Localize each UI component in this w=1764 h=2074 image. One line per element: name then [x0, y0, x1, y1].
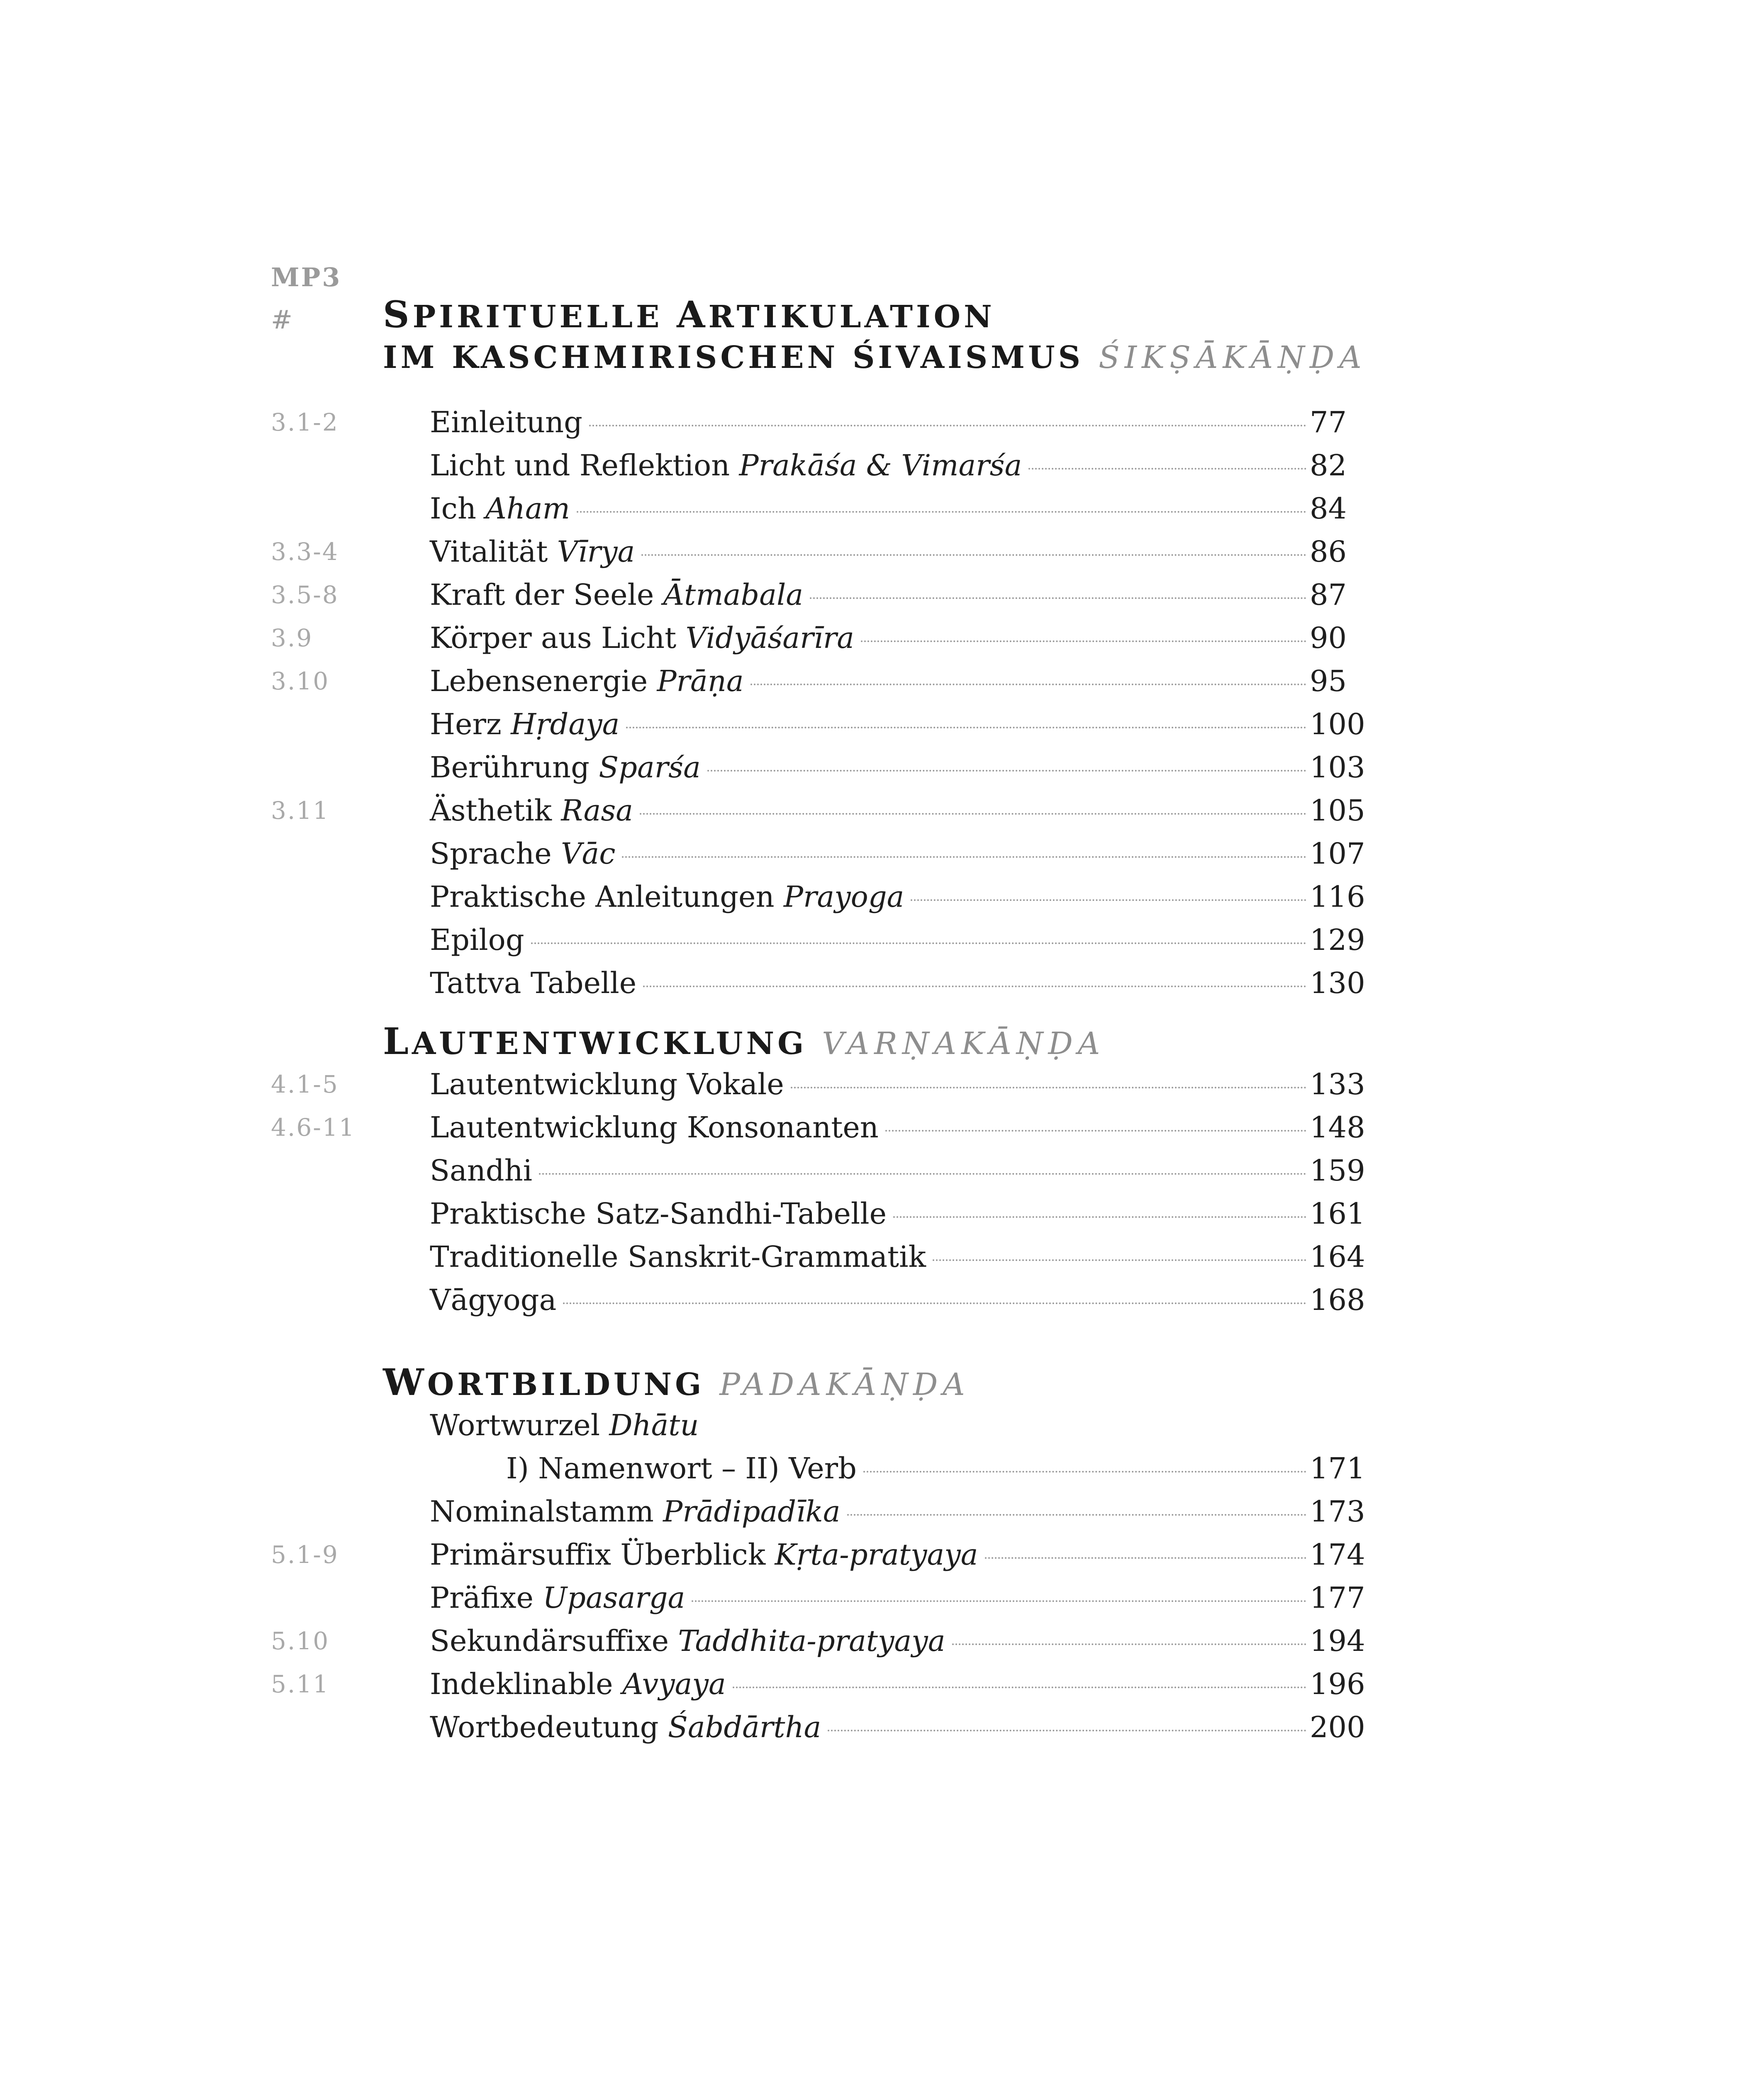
toc-entry-sanskrit: Hṛdaya — [511, 707, 620, 741]
mp3-track-number: 4.6-11 — [271, 1113, 356, 1142]
toc-row[interactable] — [0, 1149, 1764, 1192]
toc-entry-label[interactable]: Körper aus Licht Vidyāśarīra — [430, 621, 855, 655]
toc-row[interactable] — [0, 1533, 1764, 1576]
dot-leader — [531, 942, 1306, 944]
toc-entry-sanskrit: Prādipadīka — [663, 1495, 841, 1529]
toc-page-number[interactable]: 171 — [1310, 1451, 1365, 1485]
toc-entry-label[interactable]: Vitalität Vīrya — [430, 535, 635, 569]
toc-entry-sanskrit: Prayoga — [783, 880, 904, 914]
toc-entry-sanskrit: Vīrya — [557, 535, 635, 569]
toc-entry-label[interactable]: Präfixe Upasarga — [430, 1581, 685, 1615]
dot-leader — [750, 684, 1306, 685]
toc-entry-label[interactable]: Indeklinable Avyaya — [430, 1667, 726, 1701]
section-subtitle-lautentwicklung: VARṆAKĀṆḌA — [822, 1026, 1105, 1061]
toc-page-number[interactable]: 164 — [1310, 1240, 1365, 1274]
mp3-track-number: 4.1-5 — [271, 1070, 339, 1098]
dot-leader — [847, 1514, 1306, 1516]
toc-entry-label[interactable]: Licht und Reflektion Prakāśa & Vimarśa — [430, 448, 1022, 482]
toc-page-number[interactable]: 129 — [1310, 923, 1365, 957]
toc-row[interactable] — [0, 616, 1764, 660]
toc-page-number[interactable]: 116 — [1310, 880, 1365, 914]
toc-row[interactable] — [0, 789, 1764, 832]
toc-entry-label[interactable]: Epilog — [430, 923, 524, 957]
toc-entry-sanskrit: Ātmabala — [663, 578, 804, 612]
dot-leader — [985, 1557, 1306, 1559]
toc-page-number[interactable]: 130 — [1310, 966, 1365, 1000]
toc-page-number[interactable]: 161 — [1310, 1197, 1365, 1231]
toc-page-number[interactable]: 100 — [1310, 707, 1365, 741]
toc-row[interactable] — [0, 1619, 1764, 1663]
toc-row[interactable] — [0, 1706, 1764, 1749]
toc-entry-label[interactable]: Tattva Tabelle — [430, 966, 637, 1000]
toc-entry-label[interactable]: Herz Hṛdaya — [430, 707, 620, 741]
toc-entry-label[interactable]: Wortbedeutung Śabdārtha — [430, 1710, 821, 1744]
toc-row[interactable] — [0, 1063, 1764, 1106]
dot-leader — [626, 727, 1306, 728]
toc-row[interactable] — [0, 1235, 1764, 1278]
toc-row[interactable] — [0, 444, 1764, 487]
dot-leader — [952, 1643, 1306, 1645]
toc-page-number[interactable]: 177 — [1310, 1581, 1365, 1615]
toc-entry-sanskrit: Śabdārtha — [668, 1710, 821, 1744]
toc-entry-label[interactable]: Lebensenergie Prāṇa — [430, 664, 744, 698]
toc-entry-label[interactable]: Einleitung — [430, 405, 582, 439]
toc-page-number[interactable]: 105 — [1310, 794, 1365, 828]
toc-entry-sanskrit: Rasa — [561, 794, 633, 828]
dot-leader — [810, 597, 1306, 599]
toc-row[interactable] — [0, 660, 1764, 703]
toc-row[interactable] — [0, 1192, 1764, 1235]
toc-entry-sanskrit: Kṛta-pratyaya — [775, 1538, 978, 1572]
toc-row[interactable] — [0, 962, 1764, 1005]
toc-entry-sanskrit: Vāc — [560, 837, 616, 871]
toc-row[interactable] — [0, 1278, 1764, 1322]
dot-leader — [707, 770, 1306, 772]
toc-entry-label[interactable]: Vāgyoga — [430, 1283, 557, 1317]
toc-row[interactable] — [0, 573, 1764, 616]
dot-leader — [893, 1216, 1306, 1218]
toc-entry-sanskrit: Sparśa — [599, 750, 701, 784]
dot-leader — [563, 1302, 1306, 1304]
toc-page-number[interactable]: 148 — [1310, 1110, 1365, 1144]
dot-leader — [828, 1730, 1306, 1731]
toc-entry-label[interactable]: Primärsuffix Überblick Kṛta-pratyaya — [430, 1538, 978, 1572]
toc-row[interactable] — [0, 1576, 1764, 1619]
section-title-line2-spirituelle: IM KASCHMIRISCHEN ŚIVAISMUS ŚIKṢĀKĀṆḌA — [383, 340, 1367, 375]
mp3-track-number: 5.10 — [271, 1627, 330, 1655]
hash-column-header: # — [271, 304, 294, 335]
toc-entry-sanskrit: Dhātu — [609, 1408, 699, 1442]
dot-leader — [863, 1471, 1306, 1473]
toc-page-number[interactable]: 82 — [1310, 448, 1347, 482]
toc-entry-label[interactable]: Sekundärsuffixe Taddhita-pratyaya — [430, 1624, 945, 1658]
dot-leader — [641, 554, 1306, 556]
toc-entry-label[interactable]: Sandhi — [430, 1154, 533, 1188]
dot-leader — [733, 1687, 1306, 1688]
toc-entry-label[interactable]: Nominalstamm Prādipadīka — [430, 1495, 841, 1529]
toc-page-number[interactable]: 87 — [1310, 578, 1347, 612]
dot-leader — [589, 425, 1306, 426]
mp3-column-header: MP3 — [271, 262, 342, 292]
toc-entry-label[interactable]: I) Namenwort – II) Verb — [506, 1451, 857, 1485]
toc-page-number[interactable]: 174 — [1310, 1538, 1365, 1572]
toc-entry-sanskrit: Prāṇa — [657, 664, 744, 698]
dot-leader — [539, 1173, 1306, 1175]
toc-entry-label[interactable]: Sprache Vāc — [430, 837, 616, 871]
toc-row[interactable] — [0, 530, 1764, 573]
toc-entry-sanskrit: Prakāśa & Vimarśa — [739, 448, 1022, 482]
toc-page-number[interactable]: 196 — [1310, 1667, 1365, 1701]
toc-entry-sanskrit: Aham — [485, 492, 570, 526]
toc-page-number[interactable]: 133 — [1310, 1067, 1365, 1101]
mp3-track-number: 3.10 — [271, 667, 330, 695]
mp3-track-number: 3.1-2 — [271, 408, 339, 436]
toc-row[interactable] — [0, 875, 1764, 918]
toc-entry-sanskrit: Taddhita-pratyaya — [678, 1624, 945, 1658]
toc-page-number[interactable]: 90 — [1310, 621, 1347, 655]
toc-page-number[interactable]: 194 — [1310, 1624, 1365, 1658]
toc-row[interactable] — [0, 1490, 1764, 1533]
toc-page-number[interactable]: 107 — [1310, 837, 1365, 871]
toc-entry-sanskrit: Upasarga — [543, 1581, 685, 1615]
mp3-track-number: 5.1-9 — [271, 1541, 339, 1569]
dot-leader — [791, 1087, 1306, 1088]
toc-entry-label[interactable]: Traditionelle Sanskrit-Grammatik — [430, 1240, 926, 1274]
toc-page-number[interactable]: 173 — [1310, 1495, 1365, 1529]
toc-entry-label[interactable]: Lautentwicklung Vokale — [430, 1067, 784, 1101]
mp3-track-number: 3.5-8 — [271, 581, 339, 609]
toc-row[interactable] — [0, 487, 1764, 530]
toc-row[interactable] — [0, 1106, 1764, 1149]
toc-page-number[interactable]: 86 — [1310, 535, 1347, 569]
section-title-spirituelle: SPIRITUELLE ARTIKULATION — [383, 293, 995, 336]
toc-page-number[interactable]: 168 — [1310, 1283, 1365, 1317]
toc-page-number[interactable]: 159 — [1310, 1154, 1365, 1188]
dot-leader — [1028, 468, 1306, 470]
dot-leader — [885, 1130, 1306, 1132]
toc-page-number[interactable]: 103 — [1310, 750, 1365, 784]
toc-entry-sanskrit: Avyaya — [622, 1667, 726, 1701]
toc-entry-label[interactable]: Berührung Sparśa — [430, 750, 701, 784]
toc-row[interactable] — [0, 746, 1764, 789]
toc-entry-label[interactable]: Praktische Satz-Sandhi-Tabelle — [430, 1197, 887, 1231]
toc-entry-label[interactable]: Wortwurzel Dhātu — [430, 1408, 699, 1442]
toc-entry-label[interactable]: Ich Aham — [430, 492, 570, 526]
toc-entry-label[interactable]: Praktische Anleitungen Prayoga — [430, 880, 904, 914]
section-title-lautentwicklung: LAUTENTWICKLUNG VARṆAKĀṆḌA — [383, 1020, 1105, 1063]
toc-entry-sanskrit: Vidyāśarīra — [685, 621, 855, 655]
toc-page-number[interactable]: 200 — [1310, 1710, 1365, 1744]
toc-row[interactable] — [0, 832, 1764, 875]
toc-page-number[interactable]: 77 — [1310, 405, 1347, 439]
section-title-wortbildung: WORTBILDUNG PADAKĀṆḌA — [383, 1361, 970, 1404]
toc-row[interactable] — [0, 1404, 1764, 1447]
mp3-track-number: 3.11 — [271, 796, 330, 825]
dot-leader — [577, 511, 1306, 513]
dot-leader — [861, 640, 1306, 642]
dot-leader — [622, 856, 1306, 858]
dot-leader — [911, 899, 1306, 901]
toc-entry-label[interactable]: Ästhetik Rasa — [430, 794, 633, 828]
toc-entry-label[interactable]: Kraft der Seele Ātmabala — [430, 578, 804, 612]
toc-page-number[interactable]: 84 — [1310, 492, 1347, 526]
toc-entry-label[interactable]: Lautentwicklung Konsonanten — [430, 1110, 879, 1144]
section-subtitle-spirituelle: ŚIKṢĀKĀṆḌA — [1099, 340, 1367, 375]
mp3-track-number: 3.9 — [271, 624, 313, 652]
mp3-track-number: 3.3-4 — [271, 538, 339, 566]
toc-row[interactable] — [0, 1447, 1764, 1490]
section-subtitle-wortbildung: PADAKĀṆḌA — [719, 1367, 970, 1402]
toc-page-number[interactable]: 95 — [1310, 664, 1347, 698]
toc-row[interactable] — [0, 401, 1764, 444]
dot-leader — [640, 813, 1306, 815]
toc-row[interactable] — [0, 703, 1764, 746]
dot-leader — [933, 1259, 1306, 1261]
toc-row[interactable] — [0, 918, 1764, 962]
dot-leader — [692, 1600, 1306, 1602]
dot-leader — [643, 986, 1306, 987]
toc-row[interactable] — [0, 1663, 1764, 1706]
mp3-track-number: 5.11 — [271, 1670, 330, 1698]
